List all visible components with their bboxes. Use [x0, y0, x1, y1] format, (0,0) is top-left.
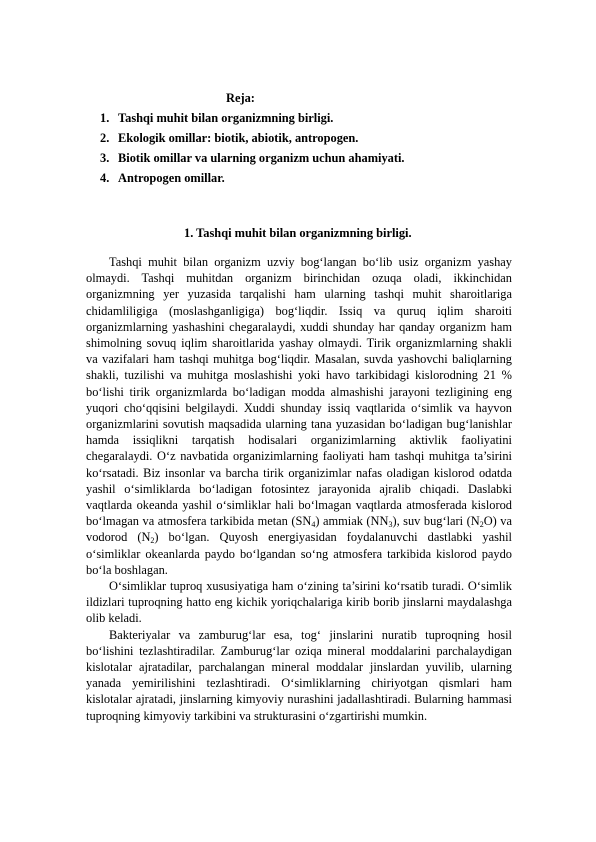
body-text	[86, 254, 512, 724]
plan-list	[100, 110, 405, 190]
paragraph-text: ), suv bug‘lari (N	[392, 514, 480, 529]
paragraph: O‘simliklar tuproq xususiyatiga ham o‘zining ta’sirini ko‘rsatib turadi. O‘simlik ildizlari tuproqning hatto eng kichik yoriqchalariga kirib borib jinslarni maydalashga olib keladi.	[86, 579, 512, 626]
plan-item-number: 3.	[100, 151, 110, 165]
paragraph: Bakteriyalar va zamburug‘lar esa, tog‘ jinslarini nuratib tuproqning hosil bo‘lishini tezlashtiradilar. Zamburug‘lar oziqa mineral moddalarini parchalaydigan kislotalar ajratadilar, parchalangan mineral moddalar jinslardan yuvilib, ularning yanada yemirilishini tezlashtiradi. O‘simliklarning chiriyotgan qismlari ham kislotalar ajratadi, jinslarning kimyoviy nurashini jadallashtiradi. Bularning hammasi tuproqning kimyoviy tarkibini va strukturasini o‘zgartirishi mumkin.	[86, 627, 512, 723]
paragraph-text: ) bo‘lgan. Quyosh energiyasidan foydalanuvchi dastlabki yashil o‘simliklar okeanlarda paydo bo‘lgandan so‘ng atmosfera tarkibida kislorod paydo bo‘la boshlagan.	[86, 530, 512, 577]
plan-item-text: Tashqi muhit bilan organizmning birligi.	[118, 111, 334, 125]
subscript: 2	[150, 536, 155, 546]
paragraph-text: O) va vodorod (N	[86, 514, 512, 545]
plan-item-text: Ekologik omillar: biotik, abiotik, antropogen.	[118, 131, 359, 145]
plan-item	[100, 130, 405, 150]
plan-item-text: Biotik omillar va ularning organizm uchun ahamiyati.	[118, 151, 405, 165]
plan-item	[100, 110, 405, 130]
paragraph	[86, 254, 512, 578]
plan-item-text: Antropogen omillar.	[118, 171, 225, 185]
section-title: 1. Tashqi muhit bilan organizmning birligi.	[184, 226, 412, 240]
plan-item	[100, 170, 405, 190]
plan-item-number: 4.	[100, 171, 110, 185]
subscript: 4	[311, 520, 316, 530]
subscript: 3	[388, 520, 393, 530]
paragraph-text: ) ammiak (NN	[315, 514, 389, 529]
plan-item-number: 2.	[100, 131, 110, 145]
plan-title: Reja:	[226, 91, 255, 105]
plan-item	[100, 150, 405, 170]
paragraph-text: Tashqi muhit bilan organizm uzviy bog‘langan bo‘lib usiz organizm yashay olmaydi. Tashqi muhitdan organizm birinchidan ozuqa oladi, ikkinchidan organizmning yer yuzasida tarqalishi ham ularning tashqi muhit sharoitlariga chidamliligiga (moslashganligiga) bog‘liqdir. Issiq va quruq iqlim sharoiti organizmlarning yashashini chegaralaydi, xuddi shunday har qanday organizm ham shimolning sovuq iqlim sharoitlarida yashay olmaydi. Tirik organizmlarning shakli va vazifalari ham tashqi muhitga bog‘liqdir. Masalan, suvda yashovchi baliqlarning shakli, tuzilishi va muhitga moslashishi yoki havo tarkibidagi kislorodning 21 % bo‘lishi tirik organizmlarda bo‘ladigan modda almashishi jarayoni tezligining eng yuqori cho‘qqisini belgilaydi. Xuddi shunday issiq vaqtlarida o‘simlik va hayvon organizmlarini sovutish maqsadida ularning tana yuzasidan bo‘ladigan bug‘lanishlar hamda issiqlikni tarqatish hodisalari organizimlarning aktivlik faoliyatini chegaralaydi. O‘z navbatida organizimlarning faoliyati ham tashqi muhitga ta’sirini ko‘rsatadi. Biz insonlar va barcha tirik organizimlar nafas oladigan kislorod odatda yashil o‘simliklarda bo‘ladigan fotosintez jarayonida ajralib chiqadi. Daslabki vaqtlarda okeanda yashil o‘simliklar hali bo‘lmagan vaqtlarda atmosferada kislorod bo‘lmagan va atmosfera tarkibida metan (SN	[86, 255, 512, 529]
subscript: 2	[479, 520, 484, 530]
plan-item-number: 1.	[100, 111, 110, 125]
